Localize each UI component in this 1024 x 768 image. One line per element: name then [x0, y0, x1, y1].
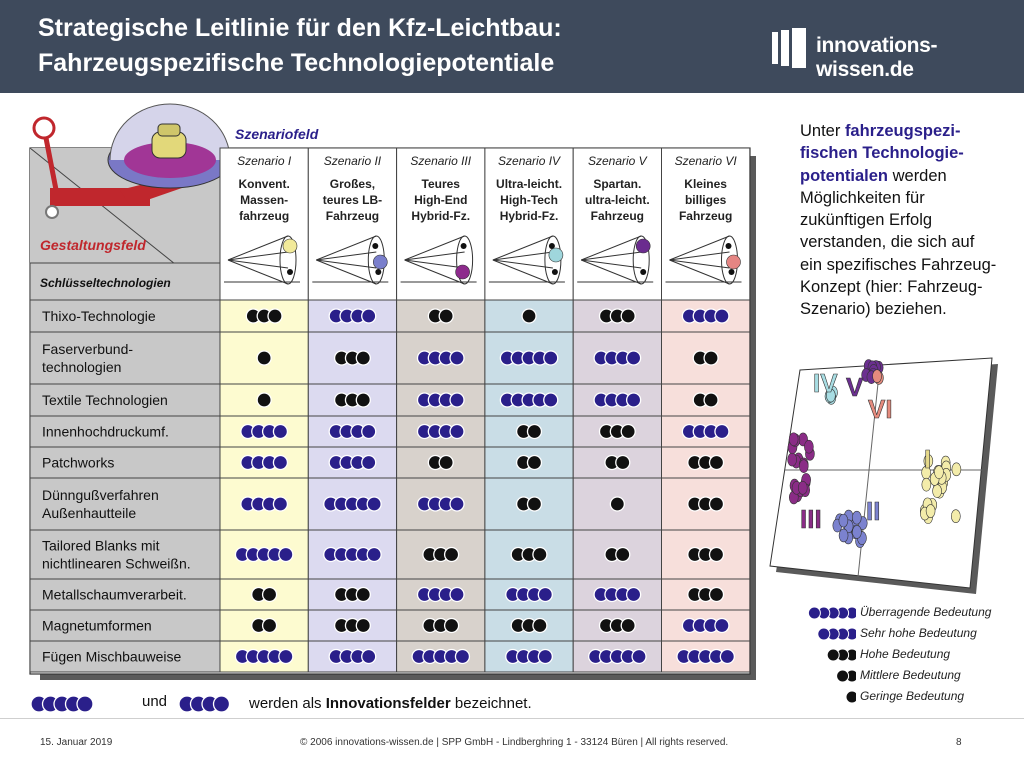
szenariofeld-label: Szenariofeld [235, 126, 319, 142]
scenario-title-line: Spartan. [593, 177, 642, 191]
rating-dots [252, 619, 277, 633]
rating-dots [506, 650, 553, 664]
scenario-title-line: ultra-leicht. [585, 193, 650, 207]
technology-label: Metallschaumverarbeit. [42, 586, 187, 603]
rating-dots [610, 497, 624, 511]
rating-dot [367, 497, 381, 511]
rating-dot [263, 588, 277, 602]
rating-dots [688, 548, 724, 562]
scatter-dot [873, 370, 882, 383]
footer-copyright: © 2006 innovations-wissen.de | SPP GmbH - Lindberghring 1 - 33124 Büren | All rights reserved. [300, 737, 729, 748]
rating-dot [450, 351, 464, 365]
scatter-label: III [800, 504, 822, 534]
legend-dots [792, 647, 856, 663]
rating-dots [605, 456, 630, 470]
rating-dot [533, 548, 547, 562]
technology-label: Fügen Mischbauweise [42, 648, 182, 665]
logo-bars-icon [772, 28, 812, 68]
rating-dots [500, 351, 557, 365]
scenario-header-cell [220, 148, 308, 300]
rating-dots [688, 588, 724, 602]
rating-dots [335, 619, 371, 633]
rating-dot [610, 497, 624, 511]
legend-dots [792, 689, 856, 705]
rating-dots [241, 456, 288, 470]
rating-dot [445, 619, 459, 633]
scatter-dot [798, 481, 807, 494]
scatter-dot [922, 478, 931, 491]
innovation-note [30, 693, 570, 717]
rating-dots [335, 393, 371, 407]
legend-dot [837, 670, 849, 682]
rating-dot [621, 619, 635, 633]
rating-dot [439, 309, 453, 323]
rating-dots [241, 497, 288, 511]
rating-dot [632, 650, 646, 664]
rating-dot [715, 425, 729, 439]
scatter-dot [852, 511, 861, 524]
rating-dots [594, 588, 641, 602]
rating-dots [688, 497, 724, 511]
scenario-title-line: fahrzeug [239, 209, 290, 223]
rating-dots [423, 619, 459, 633]
rating-dot [715, 619, 729, 633]
rating-dot [544, 393, 558, 407]
rating-dots [693, 351, 718, 365]
scatter-label: VI [868, 394, 893, 424]
scenario-number: Szenario I [237, 154, 292, 168]
rating-dots [600, 619, 636, 633]
rating-dot [616, 456, 630, 470]
rating-dot [538, 650, 552, 664]
scatter-dot [839, 514, 848, 527]
legend-dots [792, 668, 856, 684]
rating-dots [682, 309, 729, 323]
rating-dots [506, 588, 553, 602]
rating-dot [273, 497, 287, 511]
innov-text [249, 695, 532, 712]
rating-dots [511, 619, 547, 633]
rating-dots [500, 393, 557, 407]
legend-item [790, 666, 1020, 687]
technology-label-cell [30, 478, 220, 530]
technology-label: Außenhautteile [42, 505, 137, 521]
rating-dot [268, 309, 282, 323]
rating-dots [423, 548, 459, 562]
rating-dot [538, 588, 552, 602]
header-bar [0, 0, 1024, 93]
rating-dot [533, 619, 547, 633]
scenario-title-line: Kleines [684, 177, 727, 191]
rating-dot [621, 425, 635, 439]
rating-dots [688, 456, 724, 470]
scatter-label: IV [813, 368, 838, 398]
rating-dot [356, 393, 370, 407]
scatter-dot [852, 525, 861, 538]
rating-dot [279, 650, 293, 664]
rating-dot [616, 548, 630, 562]
rating-dot [450, 425, 464, 439]
rating-dot [455, 650, 469, 664]
scenario-title-line: Fahrzeug [678, 209, 733, 223]
scenario-number: Szenario III [410, 154, 472, 168]
legend-item [790, 645, 1020, 666]
scenario-number: Szenario IV [498, 154, 561, 168]
scenario-title-line: High-End [414, 193, 468, 207]
innov-text-before: werden als [249, 695, 326, 712]
scenario-title-line: billiges [684, 193, 727, 207]
rating-dots [329, 425, 376, 439]
innov-text-bold: Innovationsfelder [325, 695, 451, 712]
scatter-dot [951, 510, 960, 523]
rating-dot [704, 351, 718, 365]
rating-dots [324, 548, 381, 562]
schluessel-label: Schlüsseltechnologien [40, 276, 171, 290]
scenario-title-line: Ultra-leicht. [496, 177, 563, 191]
footer-divider [0, 718, 1024, 719]
legend-dot [818, 628, 830, 640]
rating-dots [412, 650, 469, 664]
rating-dots [417, 393, 464, 407]
scenario-number: Szenario V [587, 154, 647, 168]
scatter-label: II [866, 496, 881, 526]
rating-dot [710, 588, 724, 602]
scatter-dot [789, 433, 798, 446]
technology-label: Faserverbund- [42, 341, 134, 357]
legend-dots [792, 605, 856, 621]
scenario-number: Szenario VI [674, 154, 737, 168]
rating-dots [511, 548, 547, 562]
technology-label: Innenhochdruckumf. [42, 423, 169, 440]
scenario-header-cell [397, 148, 485, 300]
rating-dots [417, 588, 464, 602]
scenario-title-line: Großes, [329, 177, 376, 191]
rating-dot [710, 548, 724, 562]
rating-dots [335, 588, 371, 602]
technology-label: Magnetumformen [42, 617, 152, 634]
legend-label: Hohe Bedeutung [860, 647, 951, 661]
rating-dots [329, 456, 376, 470]
rating-dot [627, 393, 641, 407]
scenario-title-line: Teures [421, 177, 460, 191]
rating-dot [273, 425, 287, 439]
description-before: Unter [800, 122, 845, 140]
scenario-title-line: teures LB- [322, 193, 383, 207]
rating-dots [246, 309, 282, 323]
rating-dot [627, 351, 641, 365]
technology-label: Dünngußverfahren [42, 487, 159, 503]
logo-text: innovations-wissen.de [816, 34, 938, 81]
rating-dots [329, 309, 376, 323]
legend [790, 603, 1020, 708]
footer-date: 15. Januar 2019 [40, 737, 113, 748]
scenario-title-line: High-Tech [500, 193, 558, 207]
rating-dot [279, 548, 293, 562]
rating-dot [263, 619, 277, 633]
legend-item [790, 687, 1020, 708]
rating-dot [627, 588, 641, 602]
description-highlight: fahrzeugspezi-fischen Technologie-potentialen [800, 122, 964, 185]
rating-dots [324, 497, 381, 511]
rating-dots [417, 497, 464, 511]
rating-dots [329, 650, 376, 664]
rating-dots [252, 588, 277, 602]
technology-label: technologien [42, 359, 122, 375]
innov-dot [214, 696, 230, 712]
rating-dot [445, 548, 459, 562]
scatter-dot [952, 463, 961, 476]
legend-dot [846, 691, 856, 703]
rating-dot [362, 650, 376, 664]
rating-dot [356, 351, 370, 365]
technology-label: nichtlinearen Schweißn. [42, 555, 191, 572]
technology-label: Tailored Blanks mit [42, 537, 160, 554]
rating-dot [527, 425, 541, 439]
rating-dot [450, 588, 464, 602]
rating-dots [677, 650, 734, 664]
scenario-dome-icon [108, 104, 232, 188]
rating-dots [594, 393, 641, 407]
footer-page-number: 8 [956, 737, 962, 748]
technology-label: Textile Technologien [42, 392, 168, 408]
rating-dot [715, 309, 729, 323]
scenario-number: Szenario II [323, 154, 382, 168]
legend-dot [827, 649, 839, 661]
rating-dot [710, 456, 724, 470]
scenario-header-cell [573, 148, 661, 300]
rating-dots [417, 351, 464, 365]
legend-dots [792, 626, 856, 642]
legend-item [790, 603, 1020, 624]
rating-dot [450, 497, 464, 511]
rating-dot [527, 456, 541, 470]
legend-item [790, 624, 1020, 645]
rating-dots [589, 650, 646, 664]
description-after: werden Möglichkeiten für zukünftigen Erfolg verstanden, die sich auf ein spezifisches Fahrzeug-Konzept (hier: Fahrzeug-Szenario) beziehen. [800, 166, 997, 319]
rating-dot [362, 425, 376, 439]
scatter-dot [804, 440, 813, 453]
rating-dots [241, 425, 288, 439]
scenario-title-line: Massen- [240, 193, 289, 207]
rating-dot [257, 393, 271, 407]
rating-dots [517, 456, 542, 470]
page-title-line1: Strategische Leitlinie für den Kfz-Leichtbau: [38, 14, 562, 42]
scenario-header-cell [485, 148, 573, 300]
technology-label-cell [30, 332, 220, 384]
rating-dots [600, 425, 636, 439]
innov-dots-five [30, 693, 140, 715]
rating-dots [517, 497, 542, 511]
scenario-headers [220, 148, 750, 300]
scenario-header-cell [662, 148, 750, 300]
technology-grid [30, 300, 750, 672]
scatter-dot [934, 466, 943, 479]
scenario-title-line: Fahrzeug [590, 209, 645, 223]
rating-dots [257, 393, 271, 407]
rating-dot [720, 650, 734, 664]
legend-label: Sehr hohe Bedeutung [860, 626, 977, 640]
innov-text-after: bezeichnet. [450, 695, 532, 712]
rating-dots [594, 351, 641, 365]
rating-dot [356, 619, 370, 633]
scatter-label: V [846, 372, 864, 402]
rating-dots [605, 548, 630, 562]
rating-dots [682, 619, 729, 633]
rating-dot [621, 309, 635, 323]
rating-dot [710, 497, 724, 511]
scatter-dot [799, 460, 808, 473]
rating-dot [544, 351, 558, 365]
rating-dot [273, 456, 287, 470]
technology-label: Patchworks [42, 454, 115, 471]
legend-label: Geringe Bedeutung [860, 689, 965, 703]
rating-dot [362, 456, 376, 470]
content-area [0, 93, 1024, 768]
legend-label: Überragende Bedeutung [860, 605, 992, 619]
innov-dot [77, 696, 93, 712]
rating-dots [693, 393, 718, 407]
rating-dot [257, 351, 271, 365]
scatter-dot [926, 505, 935, 518]
rating-dots [428, 309, 453, 323]
rating-dot [439, 456, 453, 470]
rating-dots [335, 351, 371, 365]
legend-label: Mittlere Bedeutung [860, 668, 961, 682]
innov-und: und [142, 693, 168, 710]
scatter-dot [839, 529, 848, 542]
scenario-title-line: Hybrid-Fz. [411, 209, 471, 223]
technology-label: Thixo-Technologie [42, 308, 156, 324]
rating-dots [600, 309, 636, 323]
description-text [800, 120, 1000, 321]
rating-dots [517, 425, 542, 439]
rating-dot [522, 309, 536, 323]
scatter-dot [933, 485, 942, 498]
rating-dots [257, 351, 271, 365]
page-title-line2: Fahrzeugspezifische Technologiepotentiale [38, 49, 555, 77]
scenario-scatter-panel [770, 358, 998, 594]
scenario-title-line: Konvent. [238, 177, 290, 191]
innov-dots-four [178, 693, 238, 715]
gestaltungsfeld-label: Gestaltungsfeld [40, 237, 146, 253]
legend-dot [808, 607, 820, 619]
rating-dot [362, 309, 376, 323]
scenario-title-line: Hybrid-Fz. [499, 209, 559, 223]
rating-dot [450, 393, 464, 407]
scenario-title-line: Fahrzeug [325, 209, 380, 223]
logo [772, 28, 1012, 81]
rating-dots [522, 309, 536, 323]
rating-dots [428, 456, 453, 470]
scatter-dot [788, 453, 797, 466]
rating-dots [235, 548, 292, 562]
scatter-label: I [924, 444, 932, 474]
rating-dots [682, 425, 729, 439]
scenario-header-cell [308, 148, 396, 300]
rating-dots [417, 425, 464, 439]
rating-dot [527, 497, 541, 511]
rating-dot [367, 548, 381, 562]
rating-dot [704, 393, 718, 407]
rating-dot [356, 588, 370, 602]
rating-dots [235, 650, 292, 664]
